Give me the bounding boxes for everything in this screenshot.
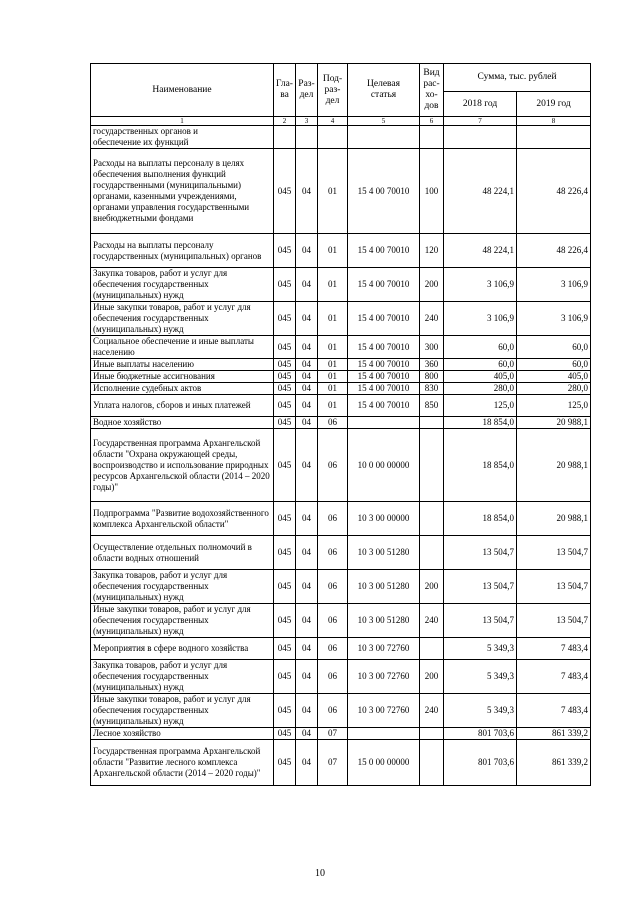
row-name: Лесное хозяйство: [91, 728, 274, 740]
row-name: Уплата налогов, сборов и иных платежей: [91, 395, 274, 417]
row-glava: 045: [274, 728, 296, 740]
row-amount-2019: 125,0: [517, 395, 591, 417]
row-amount-2019: 13 504,7: [517, 536, 591, 570]
row-name: Иные закупки товаров, работ и услуг для обеспечения государственных (муниципальных) нужд: [91, 694, 274, 728]
row-vid: 360: [420, 359, 444, 371]
row-amount-2019: 7 483,4: [517, 660, 591, 694]
table-row: [91, 126, 591, 149]
row-glava: 045: [274, 502, 296, 536]
row-podrazdel: 07: [318, 728, 348, 740]
row-amount-2019: 48 226,4: [517, 234, 591, 268]
col-number: 1: [91, 117, 274, 126]
row-razdel: 04: [296, 694, 318, 728]
row-vid: [420, 728, 444, 740]
header-podrazdel-label: Под- раз- дел: [322, 73, 343, 106]
page-number: 10: [315, 868, 325, 879]
row-amount-2018: 801 703,6: [444, 740, 517, 786]
row-target: 10 3 00 72760: [348, 660, 420, 694]
row-podrazdel: [318, 126, 348, 149]
table-row: [91, 570, 591, 604]
row-razdel: 04: [296, 371, 318, 383]
row-amount-2019: 280,0: [517, 383, 591, 395]
row-glava: 045: [274, 268, 296, 302]
table-row: [91, 660, 591, 694]
table-row: [91, 740, 591, 786]
row-amount-2018: 5 349,3: [444, 660, 517, 694]
row-target: 15 4 00 70010: [348, 383, 420, 395]
row-amount-2019: 60,0: [517, 359, 591, 371]
row-razdel: 04: [296, 660, 318, 694]
row-target: 10 3 00 72760: [348, 694, 420, 728]
row-podrazdel: 01: [318, 149, 348, 234]
row-vid: [420, 740, 444, 786]
row-amount-2018: 13 504,7: [444, 570, 517, 604]
row-razdel: 04: [296, 383, 318, 395]
row-target: [348, 728, 420, 740]
row-amount-2018: 280,0: [444, 383, 517, 395]
header-vid: [420, 64, 444, 117]
row-podrazdel: 01: [318, 336, 348, 359]
row-razdel: 04: [296, 638, 318, 660]
row-target: 15 0 00 00000: [348, 740, 420, 786]
row-amount-2018: 18 854,0: [444, 502, 517, 536]
row-amount-2019: 405,0: [517, 371, 591, 383]
table-row: [91, 371, 591, 383]
row-amount-2019: 20 988,1: [517, 502, 591, 536]
table-row: [91, 234, 591, 268]
row-podrazdel: 06: [318, 417, 348, 429]
row-name: Мероприятия в сфере водного хозяйства: [91, 638, 274, 660]
row-amount-2019: 13 504,7: [517, 604, 591, 638]
header-razdel: [296, 64, 318, 117]
row-target: 15 4 00 70010: [348, 359, 420, 371]
row-razdel: [296, 126, 318, 149]
row-razdel: 04: [296, 604, 318, 638]
row-amount-2019: 861 339,2: [517, 728, 591, 740]
col-number: 4: [318, 117, 348, 126]
table-row: [91, 336, 591, 359]
row-target: 10 3 00 51280: [348, 604, 420, 638]
row-name: Расходы на выплаты персоналу государственных (муниципальных) органов: [91, 234, 274, 268]
row-vid: [420, 126, 444, 149]
row-glava: 045: [274, 660, 296, 694]
row-podrazdel: 06: [318, 660, 348, 694]
row-glava: 045: [274, 371, 296, 383]
row-vid: 300: [420, 336, 444, 359]
row-vid: [420, 536, 444, 570]
row-vid: 120: [420, 234, 444, 268]
row-amount-2019: 3 106,9: [517, 302, 591, 336]
row-vid: 240: [420, 604, 444, 638]
row-podrazdel: 01: [318, 371, 348, 383]
row-vid: 850: [420, 395, 444, 417]
row-razdel: 04: [296, 417, 318, 429]
col-number: 2: [274, 117, 296, 126]
row-glava: 045: [274, 740, 296, 786]
row-podrazdel: 06: [318, 502, 348, 536]
row-podrazdel: 01: [318, 268, 348, 302]
row-glava: 045: [274, 149, 296, 234]
header-target-label: Целевая статья: [367, 79, 400, 100]
header-2018: 2018 год: [444, 92, 517, 117]
table-row: [91, 359, 591, 371]
row-podrazdel: 06: [318, 429, 348, 502]
row-razdel: 04: [296, 740, 318, 786]
table-row: [91, 728, 591, 740]
header-vid-label: Вид рас- хо- дов: [423, 68, 440, 111]
row-target: 10 3 00 51280: [348, 570, 420, 604]
row-amount-2018: 48 224,1: [444, 234, 517, 268]
row-name: Социальное обеспечение и иные выплаты населению: [91, 336, 274, 359]
row-amount-2019: 7 483,4: [517, 694, 591, 728]
header-glava: [274, 64, 296, 117]
row-vid: 100: [420, 149, 444, 234]
row-razdel: 04: [296, 234, 318, 268]
row-podrazdel: 01: [318, 395, 348, 417]
row-vid: [420, 502, 444, 536]
col-number: 7: [444, 117, 517, 126]
row-target: 10 3 00 51280: [348, 536, 420, 570]
row-amount-2018: 3 106,9: [444, 302, 517, 336]
row-podrazdel: 01: [318, 359, 348, 371]
row-name: Иные бюджетные ассигнования: [91, 371, 274, 383]
row-razdel: 04: [296, 359, 318, 371]
row-amount-2018: 18 854,0: [444, 417, 517, 429]
row-amount-2018: 13 504,7: [444, 536, 517, 570]
col-number: 3: [296, 117, 318, 126]
table-row: [91, 395, 591, 417]
row-amount-2018: 405,0: [444, 371, 517, 383]
row-glava: 045: [274, 570, 296, 604]
row-razdel: 04: [296, 536, 318, 570]
row-glava: 045: [274, 536, 296, 570]
header-podrazdel: [318, 64, 348, 117]
row-amount-2019: 13 504,7: [517, 570, 591, 604]
row-glava: 045: [274, 694, 296, 728]
row-name: Водное хозяйство: [91, 417, 274, 429]
row-name: Закупка товаров, работ и услуг для обеспечения государственных (муниципальных) нужд: [91, 660, 274, 694]
row-podrazdel: 01: [318, 383, 348, 395]
row-amount-2018: 60,0: [444, 359, 517, 371]
table-row: [91, 149, 591, 234]
row-amount-2018: 18 854,0: [444, 429, 517, 502]
row-amount-2018: 48 224,1: [444, 149, 517, 234]
row-razdel: 04: [296, 570, 318, 604]
row-vid: [420, 429, 444, 502]
row-target: 10 0 00 00000: [348, 429, 420, 502]
table-row: [91, 638, 591, 660]
row-vid: 800: [420, 371, 444, 383]
row-amount-2018: 5 349,3: [444, 638, 517, 660]
row-amount-2018: 801 703,6: [444, 728, 517, 740]
row-amount-2018: 5 349,3: [444, 694, 517, 728]
row-amount-2018: [444, 126, 517, 149]
row-glava: 045: [274, 234, 296, 268]
row-glava: 045: [274, 302, 296, 336]
row-razdel: 04: [296, 268, 318, 302]
row-podrazdel: 06: [318, 604, 348, 638]
row-podrazdel: 01: [318, 234, 348, 268]
table-row: [91, 417, 591, 429]
table-row: [91, 694, 591, 728]
row-name: Государственная программа Архангельской области "Охрана окружающей среды, воспроизводство и использование природных ресурсов Архангельской области (2014 – 2020 годы)": [91, 429, 274, 502]
row-target: [348, 126, 420, 149]
row-glava: [274, 126, 296, 149]
header-glava-label: Гла- ва: [276, 79, 293, 100]
row-target: 15 4 00 70010: [348, 395, 420, 417]
col-number: 5: [348, 117, 420, 126]
row-glava: 045: [274, 359, 296, 371]
row-target: 15 4 00 70010: [348, 234, 420, 268]
row-podrazdel: 01: [318, 302, 348, 336]
row-name: Иные выплаты населению: [91, 359, 274, 371]
column-number-row: [91, 117, 591, 126]
row-podrazdel: 06: [318, 536, 348, 570]
row-glava: 045: [274, 336, 296, 359]
row-target: 15 4 00 70010: [348, 149, 420, 234]
row-amount-2018: 13 504,7: [444, 604, 517, 638]
row-name: Государственная программа Архангельской области "Развитие лесного комплекса Архангельской области (2014 – 2020 годы)": [91, 740, 274, 786]
row-razdel: 04: [296, 728, 318, 740]
row-glava: 045: [274, 638, 296, 660]
row-name: государственных органов и обеспечение их функций: [91, 126, 274, 149]
table-row: [91, 383, 591, 395]
row-vid: [420, 417, 444, 429]
row-vid: 200: [420, 570, 444, 604]
row-name: Закупка товаров, работ и услуг для обеспечения государственных (муниципальных) нужд: [91, 570, 274, 604]
row-razdel: 04: [296, 502, 318, 536]
row-target: 10 3 00 72760: [348, 638, 420, 660]
table-row: [91, 268, 591, 302]
row-podrazdel: 06: [318, 694, 348, 728]
row-razdel: 04: [296, 336, 318, 359]
row-name: Закупка товаров, работ и услуг для обеспечения государственных (муниципальных) нужд: [91, 268, 274, 302]
header-2019: 2019 год: [517, 92, 591, 117]
col-number: 8: [517, 117, 591, 126]
budget-table: [90, 63, 591, 786]
row-amount-2019: 20 988,1: [517, 429, 591, 502]
row-vid: 240: [420, 694, 444, 728]
row-target: 10 3 00 00000: [348, 502, 420, 536]
table-row: [91, 502, 591, 536]
row-amount-2018: 60,0: [444, 336, 517, 359]
row-amount-2019: 48 226,4: [517, 149, 591, 234]
row-vid: 200: [420, 268, 444, 302]
header-razdel-label: Раз- дел: [298, 79, 315, 100]
row-razdel: 04: [296, 302, 318, 336]
row-glava: 045: [274, 429, 296, 502]
header-name: Наименование: [91, 64, 274, 117]
row-glava: 045: [274, 383, 296, 395]
row-amount-2019: 60,0: [517, 336, 591, 359]
row-razdel: 04: [296, 395, 318, 417]
row-name: Иные закупки товаров, работ и услуг для обеспечения государственных (муниципальных) нужд: [91, 604, 274, 638]
header-sum: Сумма, тыс. рублей: [444, 64, 591, 92]
table-row: [91, 429, 591, 502]
row-vid: 240: [420, 302, 444, 336]
col-number: 6: [420, 117, 444, 126]
table-row: [91, 536, 591, 570]
row-target: 15 4 00 70010: [348, 268, 420, 302]
row-amount-2018: 125,0: [444, 395, 517, 417]
header-target: [348, 64, 420, 117]
row-name: Осуществление отдельных полномочий в области водных отношений: [91, 536, 274, 570]
row-amount-2019: 3 106,9: [517, 268, 591, 302]
row-amount-2019: [517, 126, 591, 149]
row-target: [348, 417, 420, 429]
table-row: [91, 604, 591, 638]
row-glava: 045: [274, 395, 296, 417]
table-row: [91, 302, 591, 336]
row-amount-2019: 20 988,1: [517, 417, 591, 429]
row-target: 15 4 00 70010: [348, 302, 420, 336]
row-vid: [420, 638, 444, 660]
row-vid: 830: [420, 383, 444, 395]
row-vid: 200: [420, 660, 444, 694]
row-name: Расходы на выплаты персоналу в целях обеспечения выполнения функций государственными (муниципальными) органами, казенными учреждениями, органами управления государственными внебюджетными фондами: [91, 149, 274, 234]
row-glava: 045: [274, 604, 296, 638]
row-name: Иные закупки товаров, работ и услуг для обеспечения государственных (муниципальных) нужд: [91, 302, 274, 336]
row-target: 15 4 00 70010: [348, 371, 420, 383]
row-podrazdel: 07: [318, 740, 348, 786]
row-amount-2018: 3 106,9: [444, 268, 517, 302]
row-amount-2019: 861 339,2: [517, 740, 591, 786]
row-name: Подпрограмма "Развитие водохозяйственного комплекса Архангельской области": [91, 502, 274, 536]
row-amount-2019: 7 483,4: [517, 638, 591, 660]
row-podrazdel: 06: [318, 570, 348, 604]
row-razdel: 04: [296, 149, 318, 234]
row-razdel: 04: [296, 429, 318, 502]
row-target: 15 4 00 70010: [348, 336, 420, 359]
row-glava: 045: [274, 417, 296, 429]
row-name: Исполнение судебных актов: [91, 383, 274, 395]
row-podrazdel: 06: [318, 638, 348, 660]
